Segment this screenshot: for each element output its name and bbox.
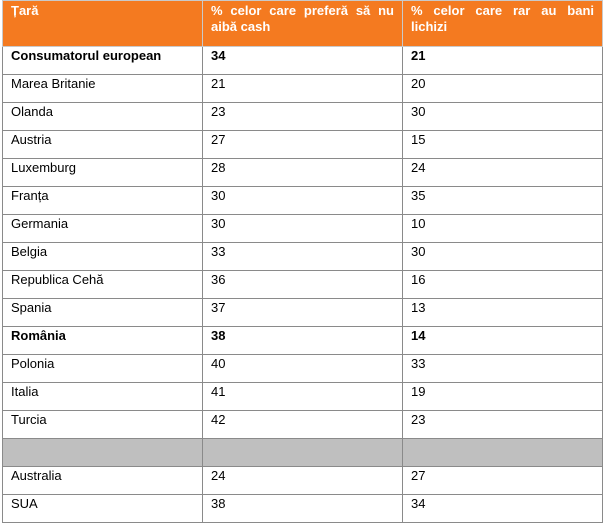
table-row <box>3 327 603 355</box>
country-cell: Republica Cehă <box>3 271 203 299</box>
table-body <box>3 47 603 523</box>
rarely-cash-cell: 21 <box>403 47 603 75</box>
prefer-no-cash-cell: 33 <box>203 243 403 271</box>
prefer-no-cash-cell: 38 <box>203 495 403 523</box>
prefer-no-cash-cell: 27 <box>203 131 403 159</box>
table-row <box>3 47 603 75</box>
prefer-no-cash-cell: 30 <box>203 215 403 243</box>
separator-row <box>3 439 603 467</box>
table-row <box>3 495 603 523</box>
prefer-no-cash-cell: 37 <box>203 299 403 327</box>
rarely-cash-cell: 30 <box>403 243 603 271</box>
prefer-no-cash-cell: 36 <box>203 271 403 299</box>
rarely-cash-cell: 27 <box>403 467 603 495</box>
rarely-cash-cell: 24 <box>403 159 603 187</box>
rarely-cash-cell: 34 <box>403 495 603 523</box>
header-row <box>3 1 603 47</box>
country-cell: Turcia <box>3 411 203 439</box>
country-cell: Austria <box>3 131 203 159</box>
rarely-cash-cell: 14 <box>403 327 603 355</box>
country-cell: Spania <box>3 299 203 327</box>
table-row <box>3 271 603 299</box>
rarely-cash-cell: 19 <box>403 383 603 411</box>
table-row <box>3 411 603 439</box>
prefer-no-cash-cell: 42 <box>203 411 403 439</box>
prefer-no-cash-cell: 34 <box>203 47 403 75</box>
table-row <box>3 103 603 131</box>
table-row <box>3 187 603 215</box>
table-header <box>3 1 603 47</box>
country-cell: Polonia <box>3 355 203 383</box>
table-row <box>3 467 603 495</box>
rarely-cash-cell: 15 <box>403 131 603 159</box>
rarely-cash-cell: 13 <box>403 299 603 327</box>
rarely-cash-cell: 33 <box>403 355 603 383</box>
cash-preference-table <box>2 0 603 523</box>
prefer-no-cash-cell: 41 <box>203 383 403 411</box>
table-row <box>3 243 603 271</box>
header-country: Țară <box>3 1 203 47</box>
rarely-cash-cell: 20 <box>403 75 603 103</box>
country-cell: Franța <box>3 187 203 215</box>
prefer-no-cash-cell: 21 <box>203 75 403 103</box>
table-row <box>3 355 603 383</box>
prefer-no-cash-cell: 23 <box>203 103 403 131</box>
table-row <box>3 159 603 187</box>
prefer-no-cash-cell: 30 <box>203 187 403 215</box>
country-cell: Marea Britanie <box>3 75 203 103</box>
country-cell: SUA <box>3 495 203 523</box>
country-cell: Consumatorul european <box>3 47 203 75</box>
header-prefer-no-cash: % celor care preferă să nu aibă cash <box>203 1 403 47</box>
country-cell: Germania <box>3 215 203 243</box>
header-rarely-cash: % celor care rar au bani lichizi <box>403 1 603 47</box>
rarely-cash-cell: 30 <box>403 103 603 131</box>
rarely-cash-cell: 35 <box>403 187 603 215</box>
table-row <box>3 383 603 411</box>
country-cell: Italia <box>3 383 203 411</box>
country-cell <box>3 439 203 467</box>
prefer-no-cash-cell: 28 <box>203 159 403 187</box>
rarely-cash-cell <box>403 439 603 467</box>
rarely-cash-cell: 16 <box>403 271 603 299</box>
prefer-no-cash-cell: 24 <box>203 467 403 495</box>
country-cell: Olanda <box>3 103 203 131</box>
table-row <box>3 299 603 327</box>
table-row <box>3 75 603 103</box>
table-row <box>3 215 603 243</box>
country-cell: Belgia <box>3 243 203 271</box>
table-row <box>3 131 603 159</box>
prefer-no-cash-cell: 40 <box>203 355 403 383</box>
prefer-no-cash-cell: 38 <box>203 327 403 355</box>
rarely-cash-cell: 23 <box>403 411 603 439</box>
country-cell: România <box>3 327 203 355</box>
prefer-no-cash-cell <box>203 439 403 467</box>
country-cell: Luxemburg <box>3 159 203 187</box>
rarely-cash-cell: 10 <box>403 215 603 243</box>
country-cell: Australia <box>3 467 203 495</box>
